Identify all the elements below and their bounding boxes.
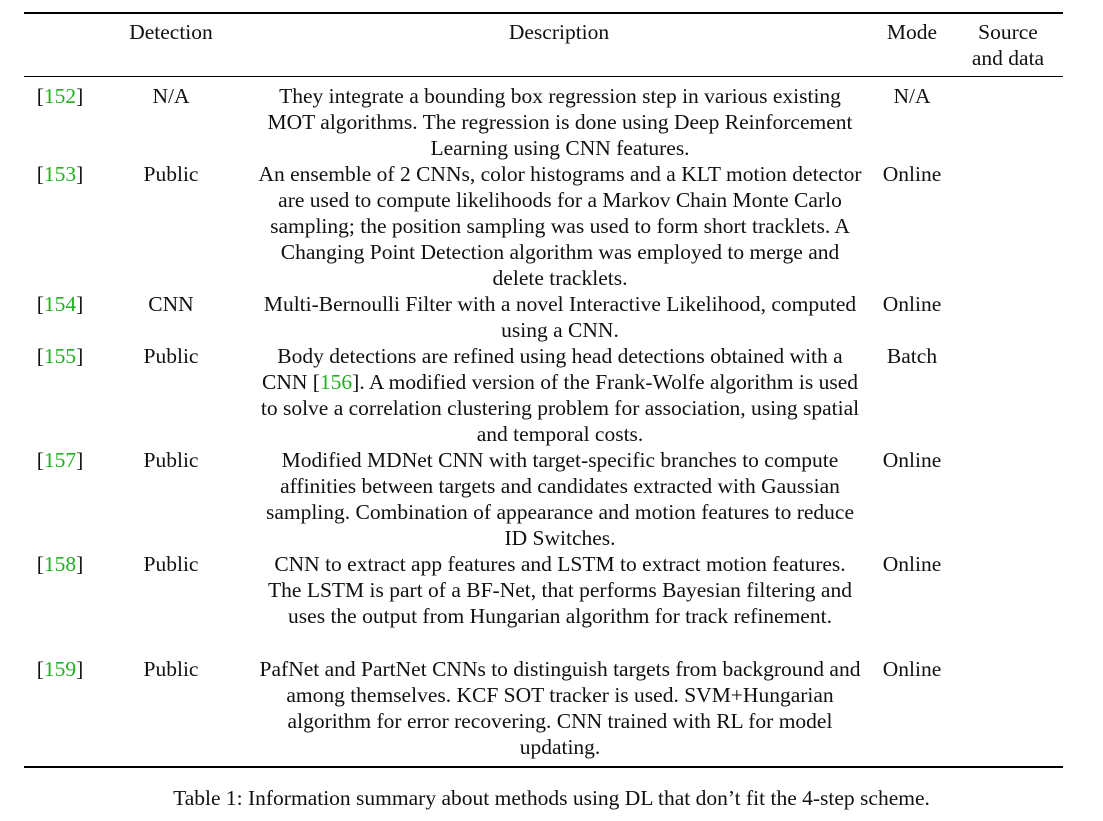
table-bottom-rule [24, 766, 1063, 768]
mode-cell: Batch [886, 344, 938, 368]
header-source [958, 19, 1058, 71]
description-cell [256, 343, 864, 447]
description-text-before: Body detections are refined using head detections obtained with a CNN [ [261, 344, 843, 394]
description-cell: CNN to extract app features and LSTM to extract motion features. The LSTM is part of a BF-Net, that performs Bayesian filtering and uses the output from Hungarian algorithm for track refinement. [268, 552, 852, 628]
citation-ref: [153] [36, 162, 84, 186]
description-cell: Multi-Bernoulli Filter with a novel Interactive Likelihood, computed using a CNN. [263, 292, 857, 342]
citation-ref: [159] [36, 657, 84, 681]
description-cell: An ensemble of 2 CNNs, color histograms and a KLT motion detector are used to compute likelihoods for a Markov Chain Monte Carlo sampling; the position sampling was used to form short tracklets. A Changing Point Detection algorithm was employed to merge and delete tracklets. [258, 162, 862, 290]
detection-cell: Public [143, 552, 199, 576]
detection-cell: Public [143, 657, 199, 681]
citation-link[interactable]: 152 [43, 84, 77, 108]
mode-cell: N/A [893, 84, 931, 108]
mode-cell: Online [882, 448, 942, 472]
description-text-after: ]. A modified version of the Frank-Wolfe algorithm is used to solve a correlation clustering problem for association, using spatial and temporal costs. [260, 370, 860, 446]
table-header-rule [24, 76, 1063, 77]
citation-ref: [152] [36, 84, 84, 108]
detection-cell: N/A [152, 84, 190, 108]
mode-cell: Online [882, 657, 942, 681]
citation-ref: [157] [36, 448, 84, 472]
detection-cell: Public [143, 344, 199, 368]
citation-link[interactable]: 155 [43, 344, 77, 368]
header-mode: Mode [886, 20, 938, 44]
mode-cell: Online [882, 552, 942, 576]
citation-link[interactable]: 159 [43, 657, 77, 681]
header-source-line1: Source [978, 20, 1038, 44]
detection-cell: Public [143, 162, 199, 186]
description-cell: PafNet and PartNet CNNs to distinguish targets from background and among themselves. KCF SOT tracker is used. SVM+Hungarian algorithm for error recovering. CNN trained with RL for model updating. [259, 657, 861, 759]
header-source-line2: and data [971, 46, 1045, 70]
header-description: Description [508, 20, 610, 44]
citation-ref: [158] [36, 552, 84, 576]
table-caption: Table 1: Information summary about methods using DL that don’t fit the 4-step scheme. [173, 786, 930, 810]
citation-link[interactable]: 154 [43, 292, 77, 316]
inline-citation-link[interactable]: 156 [319, 370, 353, 394]
description-cell: Modified MDNet CNN with target-specific branches to compute affinities between targets and candidates extracted with Gaussian sampling. Combination of appearance and motion features to reduce ID Switches. [265, 448, 855, 550]
citation-link[interactable]: 157 [43, 448, 77, 472]
citation-ref: [155] [36, 344, 84, 368]
citation-ref: [154] [36, 292, 84, 316]
mode-cell: Online [882, 162, 942, 186]
mode-cell: Online [882, 292, 942, 316]
citation-link[interactable]: 153 [43, 162, 77, 186]
detection-cell: Public [143, 448, 199, 472]
header-detection: Detection [129, 20, 213, 44]
detection-cell: CNN [148, 292, 194, 316]
citation-link[interactable]: 158 [43, 552, 77, 576]
description-cell: They integrate a bounding box regression step in various existing MOT algorithms. The regression is done using Deep Reinforcement Learning using CNN features. [267, 84, 853, 160]
table-top-rule [24, 12, 1063, 14]
